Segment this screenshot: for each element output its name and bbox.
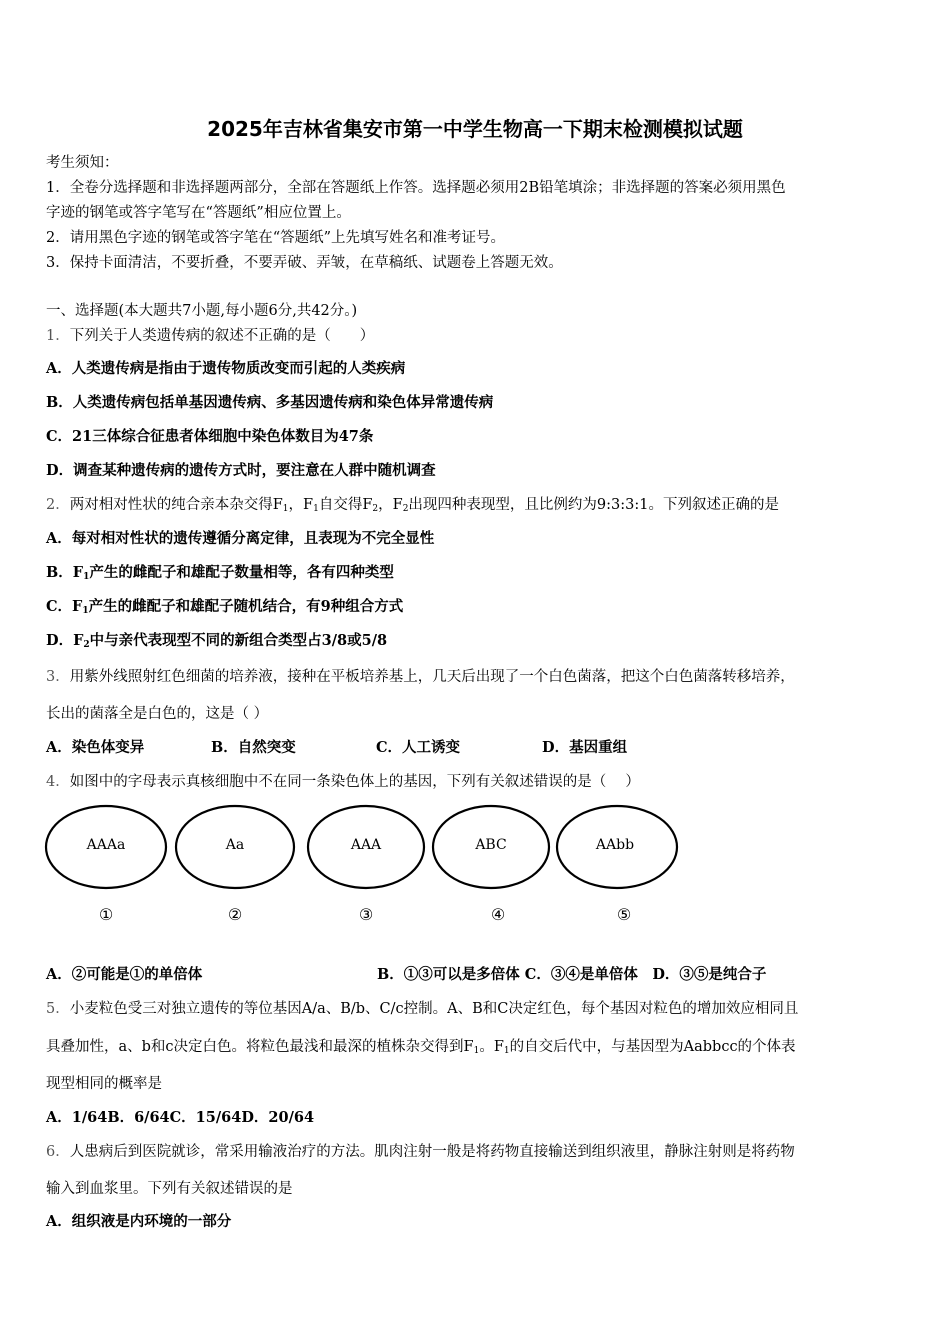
q2-option-b [46, 563, 911, 587]
subscript: 1 [473, 1046, 480, 1056]
q4-options [46, 965, 911, 985]
question-text: 人患病后到医院就诊，常采用输液治疗的方法。肌肉注射一般是将药物直接输送到组织液里，静脉注射则是将药物 [69, 1144, 795, 1160]
subscript: 2 [372, 504, 379, 514]
q2-option-d [46, 631, 911, 655]
q5-options: A．1/64B．6/64C．15/64D．20/64 [46, 1109, 315, 1126]
q1-option-b: B．人类遗传病包括单基因遗传病、多基因遗传病和染色体异常遗传病 [46, 394, 494, 411]
q3-option-b: B．自然突变 [211, 739, 296, 756]
question-3-stem [46, 667, 911, 687]
cell-diagram [44, 803, 684, 933]
cell-number: ③ [358, 905, 374, 924]
q4-options-bcd: B．①③可以是多倍体 C．③④是单倍体 D．③⑤是纯合子 [377, 966, 767, 983]
gene-label: ABC [475, 837, 507, 853]
cell-3 [308, 806, 424, 924]
question-text: 小麦粒色受三对独立遗传的等位基因A/a、B/b、C/c控制。A、B和C决定红色，每个基因对粒色的增加效应相同且 [69, 1001, 799, 1017]
gene-label: AAAa [86, 837, 126, 853]
question-2-stem [46, 495, 911, 519]
question-number: 5． [46, 1001, 70, 1017]
stem-part: 的自交后代中，与基因型为Aabbcc的个体表 [509, 1039, 796, 1055]
question-5-stem-cont [46, 1037, 911, 1061]
question-text: 用紫外线照射红色细菌的培养液，接种在平板培养基上，几天后出现了一个白色菌落，把这个白色菌落转移培养， [69, 669, 795, 685]
gene-label: AAA [350, 837, 382, 853]
subscript: 1 [82, 606, 89, 616]
cell-number: ② [227, 905, 243, 924]
question-4-stem [46, 772, 911, 792]
q3-option-a: A．染色体变异 [46, 739, 145, 756]
subscript: 1 [503, 1046, 510, 1056]
cell-number: ④ [490, 905, 506, 924]
cell-2 [176, 806, 294, 924]
question-number: 6． [46, 1144, 70, 1160]
notice-heading: 考生须知： [46, 155, 119, 171]
question-6-stem [46, 1142, 911, 1162]
notice-item-3: 3．保持卡面清洁，不要折叠，不要弄破、弄皱，在草稿纸、试题卷上答题无效。 [46, 255, 563, 271]
question-6-stem-cont: 输入到血浆里。下列有关叙述错误的是 [46, 1181, 293, 1197]
subscript: 1 [282, 504, 289, 514]
question-number: 4． [46, 774, 70, 790]
cell-number: ⑤ [616, 905, 632, 924]
subscript: 1 [313, 504, 319, 514]
cell-4 [433, 806, 549, 924]
question-5-stem-end: 现型相同的概率是 [46, 1076, 162, 1092]
q2-option-a: A．每对相对性状的遗传遵循分离定律，且表现为不完全显性 [46, 530, 435, 547]
question-1-stem [46, 326, 911, 346]
stem-part: 两对相对性状的纯合亲本杂交得F [69, 497, 283, 513]
question-text: 下列关于人类遗传病的叙述不正确的是（ ） [69, 328, 375, 344]
q3-option-c: C．人工诱变 [376, 739, 461, 756]
q4-option-a: A．②可能是①的单倍体 [46, 966, 203, 983]
gene-label: AAbb [595, 837, 635, 853]
page-title: 2025年吉林省集安市第一中学生物高一下期末检测模拟试题 [207, 117, 743, 141]
gene-label: Aa [225, 837, 245, 853]
q3-option-d: D．基因重组 [542, 739, 628, 756]
stem-part: 具叠加性，a、b和c决定白色。将粒色最浅和最深的植株杂交得到F [46, 1039, 474, 1055]
option-part: D．F [46, 632, 84, 649]
option-part: B．F [46, 564, 84, 581]
option-part: 中与亲代表现型不同的新组合类型占3/8或5/8 [89, 632, 388, 649]
stem-part: 自交得F [318, 497, 373, 513]
stem-part: ，F [378, 497, 403, 513]
q3-options [46, 738, 911, 758]
stem-part: 出现四种表现型，且比例约为9:3:3:1。下列叙述正确的是 [408, 497, 779, 513]
cell-number: ① [98, 905, 114, 924]
option-part: 产生的雌配子和雄配子数量相等，各有四种类型 [89, 564, 394, 581]
notice-item-1: 1．全卷分选择题和非选择题两部分，全部在答题纸上作答。选择题必须用2B铅笔填涂；非选择题的答案必须用黑色 [46, 180, 786, 196]
q1-option-d: D．调查某种遗传病的遗传方式时，要注意在人群中随机调查 [46, 462, 436, 479]
option-part: 产生的雌配子和雄配子随机结合，有9种组合方式 [88, 598, 404, 615]
q2-option-c [46, 597, 911, 621]
section-heading: 一、选择题(本大题共7小题,每小题6分,共42分。) [46, 303, 358, 319]
stem-part: 。F [479, 1039, 504, 1055]
q1-option-a: A．人类遗传病是指由于遗传物质改变而引起的人类疾病 [46, 360, 406, 377]
question-number: 3． [46, 669, 70, 685]
cell-5 [557, 806, 677, 924]
question-3-stem-cont: 长出的菌落全是白色的，这是（ ） [46, 706, 269, 722]
notice-item-1-cont: 字迹的钢笔或答字笔写在“答题纸”相应位置上。 [46, 205, 351, 221]
question-text: 如图中的字母表示真核细胞中不在同一条染色体上的基因，下列有关叙述错误的是（ ） [69, 774, 640, 790]
stem-part: ，F [288, 497, 314, 513]
question-number: 1． [46, 328, 70, 344]
subscript: 2 [83, 640, 90, 650]
option-part: C．F [46, 598, 83, 615]
notice-item-2: 2．请用黑色字迹的钢笔或答字笔在“答题纸”上先填写姓名和准考证号。 [46, 230, 506, 246]
cell-1 [46, 806, 166, 924]
q1-option-c: C．21三体综合征患者体细胞中染色体数目为47条 [46, 428, 374, 445]
question-5-stem [46, 999, 911, 1019]
q6-option-a: A．组织液是内环境的一部分 [46, 1213, 232, 1230]
subscript: 2 [402, 504, 409, 514]
question-number: 2． [46, 497, 70, 513]
subscript: 1 [83, 572, 90, 582]
